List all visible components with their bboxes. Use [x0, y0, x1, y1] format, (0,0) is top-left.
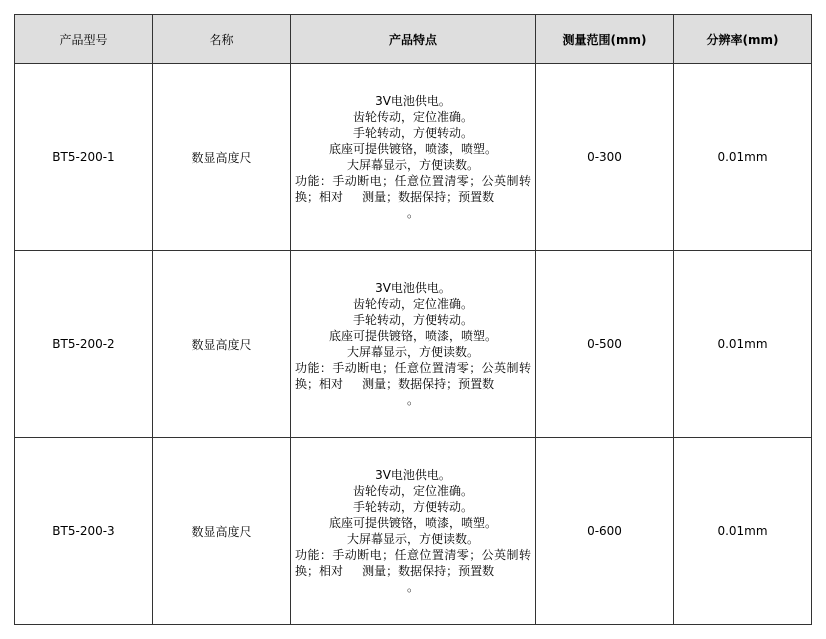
cell-features	[291, 438, 536, 625]
header-model: 产品型号	[15, 15, 153, 64]
cell-name: 数显高度尺	[153, 438, 291, 625]
header-features: 产品特点	[291, 15, 536, 64]
feature-line: 大屏幕显示，方便读数。	[346, 158, 479, 172]
header-name: 名称	[153, 15, 291, 64]
header-range: 测量范围(mm)	[536, 15, 674, 64]
feature-line: 3V电池供电。	[375, 281, 451, 295]
table-row	[15, 64, 812, 251]
cell-model: BT5-200-2	[15, 251, 153, 438]
cell-range: 0-600	[536, 438, 674, 625]
table-row	[15, 251, 812, 438]
feature-line: 大屏幕显示，方便读数。	[346, 345, 479, 359]
feature-line: 大屏幕显示，方便读数。	[346, 532, 479, 546]
cell-resolution: 0.01mm	[674, 64, 812, 251]
feature-line: 齿轮传动，定位准确。	[352, 110, 473, 124]
features-text	[291, 93, 535, 221]
product-spec-table	[14, 14, 812, 625]
features-text	[291, 280, 535, 408]
feature-line: 底座可提供镀铬，喷漆，喷塑。	[328, 516, 497, 530]
cell-range: 0-300	[536, 64, 674, 251]
cell-name: 数显高度尺	[153, 64, 291, 251]
cell-name: 数显高度尺	[153, 251, 291, 438]
feature-line: 手轮转动，方便转动。	[352, 313, 473, 327]
feature-line: 齿轮传动，定位准确。	[352, 484, 473, 498]
feature-line: 底座可提供镀铬，喷漆，喷塑。	[328, 142, 497, 156]
cell-model: BT5-200-3	[15, 438, 153, 625]
header-row	[15, 15, 812, 64]
cell-model: BT5-200-1	[15, 64, 153, 251]
feature-tail: 。	[406, 206, 419, 220]
cell-resolution: 0.01mm	[674, 251, 812, 438]
feature-function: 功能：手动断电；任意位置清零；公英制转换；相对 测量；数据保持；预置数	[295, 361, 531, 391]
feature-function: 功能：手动断电；任意位置清零；公英制转换；相对 测量；数据保持；预置数	[295, 548, 531, 578]
feature-line: 3V电池供电。	[375, 468, 451, 482]
feature-line: 手轮转动，方便转动。	[352, 126, 473, 140]
feature-line: 3V电池供电。	[375, 94, 451, 108]
cell-features	[291, 64, 536, 251]
header-resolution: 分辨率(mm)	[674, 15, 812, 64]
feature-line: 手轮转动，方便转动。	[352, 500, 473, 514]
feature-line: 底座可提供镀铬，喷漆，喷塑。	[328, 329, 497, 343]
cell-features	[291, 251, 536, 438]
cell-resolution: 0.01mm	[674, 438, 812, 625]
feature-function: 功能：手动断电；任意位置清零；公英制转换；相对 测量；数据保持；预置数	[295, 174, 531, 204]
feature-tail: 。	[406, 393, 419, 407]
cell-range: 0-500	[536, 251, 674, 438]
features-text	[291, 467, 535, 595]
feature-tail: 。	[406, 580, 419, 594]
feature-line: 齿轮传动，定位准确。	[352, 297, 473, 311]
table-row	[15, 438, 812, 625]
